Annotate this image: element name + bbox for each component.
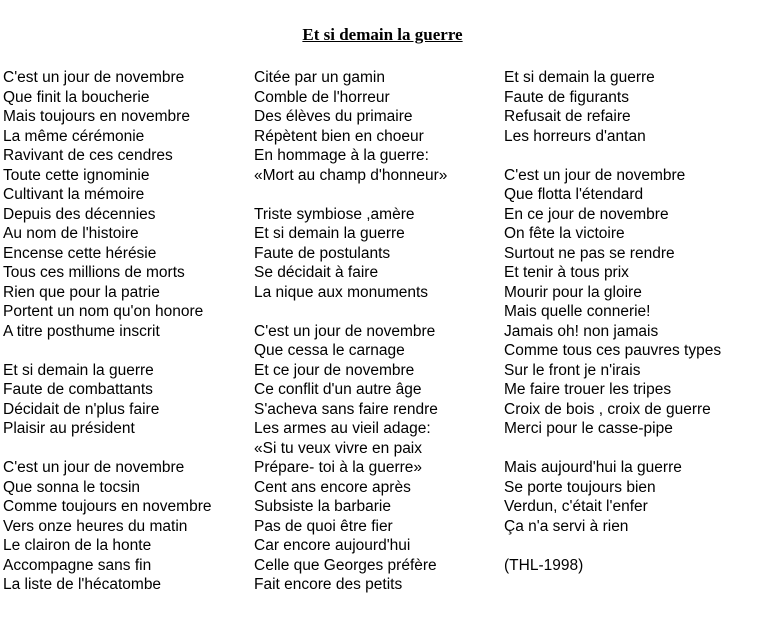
poem-line: Se porte toujours bien	[504, 478, 656, 496]
poem-line: Vers onze heures du matin	[3, 517, 188, 535]
poem-line: Cultivant la mémoire	[3, 186, 145, 203]
poem-line: En hommage à la guerre:	[254, 147, 429, 164]
poem-column-2	[254, 68, 447, 595]
stanza	[504, 556, 721, 576]
poem-line: Toute cette ignominie	[3, 166, 150, 184]
poem-line: Faute de postulants	[254, 244, 391, 262]
poem-line: Merci pour le casse-pipe	[504, 420, 673, 437]
poem-line: En ce jour de novembre	[504, 205, 669, 223]
poem-line: «Si tu veux vivre en paix	[254, 439, 423, 457]
poem-line: S'acheva sans faire rendre	[254, 400, 438, 418]
stanza	[504, 166, 721, 439]
poem-line: Triste symbiose ,amère	[254, 205, 415, 223]
poem-line: Fait encore des petits	[254, 576, 403, 593]
poem-line: Surtout ne pas se rendre	[504, 244, 675, 262]
poem-line: La nique aux monuments	[254, 283, 429, 301]
poem-line: Se décidait à faire	[254, 264, 379, 281]
poem-line: Que finit la boucherie	[3, 88, 150, 106]
poem-line: Citée par un gamin	[254, 69, 385, 86]
poem-line: Ce conflit d'un autre âge	[254, 381, 422, 398]
poem-line: Me faire trouer les tripes	[504, 381, 672, 398]
poem-line: Faute de figurants	[504, 88, 629, 106]
poem-line: Mais quelle connerie!	[504, 303, 651, 320]
poem-line: Faute de combattants	[3, 381, 153, 398]
stanza	[504, 68, 721, 146]
stanza	[254, 322, 447, 595]
poem-line: La même cérémonie	[3, 127, 145, 145]
stanza	[254, 68, 447, 185]
poem-line: C'est un jour de novembre	[3, 69, 185, 86]
poem-line: Prépare- toi à la guerre»	[254, 459, 423, 476]
stanza	[3, 361, 212, 439]
poem-line: Plaisir au président	[3, 420, 135, 437]
poem-line: Décidait de n'plus faire	[3, 400, 160, 418]
poem-line: Et si demain la guerre	[504, 69, 655, 86]
poem-line: «Mort au champ d'honneur»	[254, 166, 448, 184]
poem-line: Que cessa le carnage	[254, 342, 405, 359]
poem-line: Comble de l'horreur	[254, 88, 390, 106]
poem-line: Au nom de l'histoire	[3, 225, 139, 242]
poem-line: Depuis des décennies	[3, 205, 156, 223]
poem-line: Mais toujours en novembre	[3, 108, 190, 125]
poem-line: Des élèves du primaire	[254, 108, 413, 125]
poem-line: Mais aujourd'hui la guerre	[504, 459, 682, 476]
poem-line: Cent ans encore après	[254, 478, 411, 496]
stanza	[504, 458, 721, 536]
stanza	[3, 458, 212, 595]
poem-title: Et si demain la guerre	[302, 25, 463, 44]
poem-line: Répètent bien en choeur	[254, 127, 424, 145]
poem-line: Rien que pour la patrie	[3, 283, 160, 301]
poem-line: Et ce jour de novembre	[254, 361, 415, 379]
poem-line: Celle que Georges préfère	[254, 556, 437, 574]
stanza	[3, 68, 212, 341]
poem-line: Croix de bois , croix de guerre	[504, 400, 711, 418]
poem-line: Le clairon de la honte	[3, 537, 152, 554]
poem-line: Subsiste la barbarie	[254, 498, 391, 515]
poem-line: Et si demain la guerre	[3, 361, 154, 379]
poem-line: Et si demain la guerre	[254, 225, 405, 242]
poem-line: On fête la victoire	[504, 225, 625, 242]
poem-line: Mourir pour la gloire	[504, 283, 642, 301]
poem-line: Que flotta l'étendard	[504, 186, 644, 203]
poem-column-1	[3, 68, 212, 595]
poem-line: Tous ces millions de morts	[3, 264, 185, 281]
poem-line: Pas de quoi être fier	[254, 517, 393, 535]
poem-line: Sur le front je n'irais	[504, 361, 641, 379]
poem-line: Que sonna le tocsin	[3, 478, 141, 496]
poem-line: Les horreurs d'antan	[504, 127, 646, 145]
poem-line: Verdun, c'était l'enfer	[504, 498, 648, 515]
poem-line: C'est un jour de novembre	[3, 459, 185, 476]
poem-line: (THL-1998)	[504, 556, 584, 574]
poem-line: Comme tous ces pauvres types	[504, 342, 722, 359]
poem-line: C'est un jour de novembre	[504, 166, 686, 184]
poem-line: Comme toujours en novembre	[3, 498, 212, 515]
poem-line: Encense cette hérésie	[3, 244, 157, 262]
stanza	[254, 205, 447, 303]
poem-line: A titre posthume inscrit	[3, 322, 160, 340]
poem-line: Portent un nom qu'on honore	[3, 303, 204, 320]
poem-line: Car encore aujourd'hui	[254, 537, 411, 554]
poem-line: La liste de l'hécatombe	[3, 576, 162, 593]
poem-line: Jamais oh! non jamais	[504, 322, 659, 340]
poem-line: Refusait de refaire	[504, 108, 631, 125]
poem-line: Ravivant de ces cendres	[3, 147, 173, 164]
poem-line: C'est un jour de novembre	[254, 322, 436, 340]
poem-line: Ça n'a servi à rien	[504, 517, 629, 535]
poem-line: Accompagne sans fin	[3, 556, 152, 574]
poem-line: Et tenir à tous prix	[504, 264, 629, 281]
poem-column-3	[504, 68, 721, 575]
poem-line: Les armes au vieil adage:	[254, 420, 431, 437]
